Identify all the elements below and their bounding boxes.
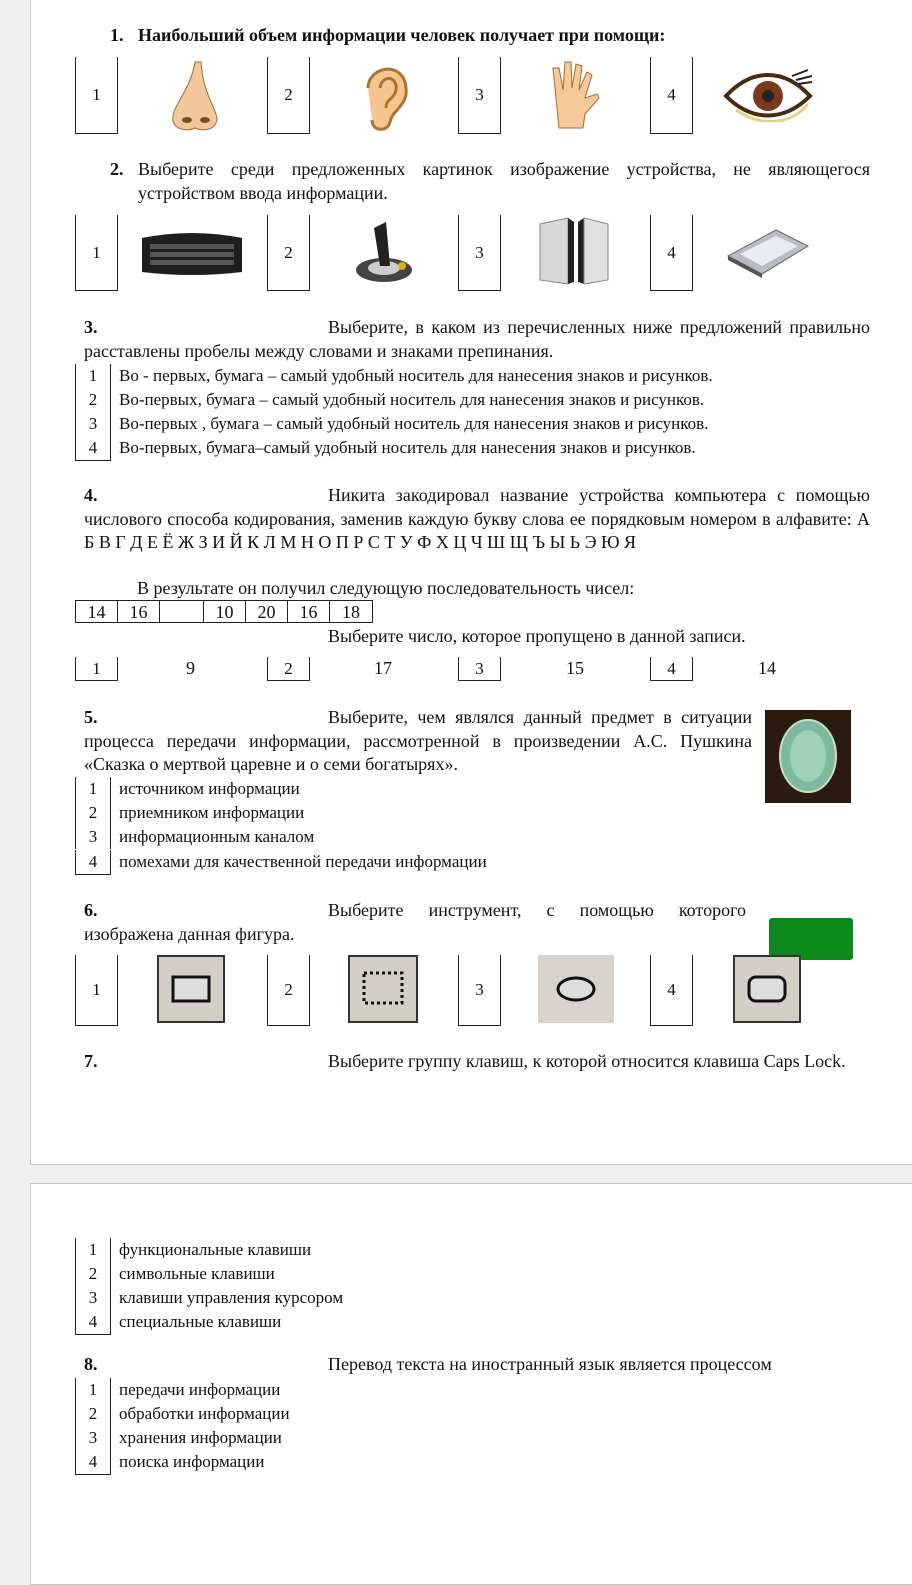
option-text: Во-первых , бумага – самый удобный носитель для нанесения знаков и рисунков. [119,414,709,433]
answer-option[interactable] [75,1238,311,1262]
sequence-cell: 20 [245,600,288,623]
result-text: В результате он получил следующую последовательность чисел: [137,578,635,598]
question-3-text: Выберите, в каком из перечисленных ниже предложений правильно расставлены пробелы между словами и знаками препинания. [84,317,870,361]
nose-icon [165,58,225,134]
question-4-prompt: Выберите число, которое пропущено в данной записи. [328,626,746,646]
option-text: Во-первых, бумага–самый удобный носитель для нанесения знаков и рисунков. [119,438,696,457]
option-4-box[interactable]: 4 [650,657,693,681]
magic-mirror-image [765,710,851,803]
ear-icon [358,58,414,134]
option-number: 3 [75,412,111,436]
answer-option[interactable] [75,388,704,412]
option-text: специальные клавиши [119,1312,282,1331]
question-1-text: Наибольший объем информации человек получает при помощи: [138,25,666,45]
speakers-icon [538,216,610,288]
option-number: 4 [75,850,111,875]
green-rounded-rectangle-figure [769,918,853,960]
option-3-box[interactable]: 3 [458,955,501,1026]
option-text: символьные клавиши [119,1264,275,1283]
option-text: Во-первых, бумага – самый удобный носитель для нанесения знаков и рисунков. [119,390,705,409]
option-number: 2 [75,1262,111,1286]
option-2-box[interactable]: 2 [267,955,310,1026]
question-6-text: Выберите инструмент, с помощью которого изображена данная фигура. [84,900,746,944]
answer-option[interactable] [75,1426,282,1450]
question-3-number: 3. [84,317,98,337]
question-2-text: Выберите среди предложенных картинок изображение устройства, не являющегося устройством ввода информации. [138,159,870,203]
joystick-icon [352,218,416,286]
option-3-value: 15 [566,658,584,678]
option-number: 1 [75,1378,111,1402]
option-1-box[interactable]: 1 [75,57,118,134]
answer-option[interactable] [75,1450,264,1474]
question-5-text: Выберите, чем являлся данный предмет в ситуации процесса передачи информации, рассмотренной в произведении А.С. Пушкина «Сказка о мертвой царевне и о семи богатырях». [84,707,752,774]
sequence-cell: 10 [203,600,246,623]
option-4-box[interactable]: 4 [650,215,693,291]
question-4-text: Никита закодировал название устройства компьютера с помощью числового способа кодирования, заменив каждую букву слова ее порядковым номером в алфавите: А Б В Г Д Е Ё Ж З И Й К Л М Н О П Р С Т У Ф Х Ц Ч Ш Щ Ъ Ы Ь Э Ю Я [84,485,870,552]
question-5-number: 5. [84,707,98,727]
option-text: функциональные клавиши [119,1240,312,1259]
option-text: хранения информации [119,1428,282,1447]
answer-option[interactable] [75,364,713,388]
sequence-cell: 16 [117,600,160,623]
option-2-box[interactable]: 2 [267,57,310,134]
answer-option[interactable] [75,1378,280,1402]
answer-option[interactable] [75,777,300,801]
option-1-box[interactable]: 1 [75,657,118,681]
option-number: 3 [75,1426,111,1450]
option-number: 1 [75,364,111,388]
option-1-box[interactable]: 1 [75,215,118,291]
option-text: информационным каналом [119,827,315,846]
answer-option[interactable] [75,1286,343,1310]
option-number: 4 [75,1310,111,1335]
option-text: передачи информации [119,1380,281,1399]
answer-option[interactable] [75,825,314,849]
option-text: обработки информации [119,1404,290,1423]
option-number: 4 [75,1450,111,1475]
option-number: 3 [75,1286,111,1310]
rounded-rectangle-tool-icon [733,955,801,1023]
option-4-value: 14 [758,658,776,678]
sequence-cell: 14 [75,600,118,623]
answer-option[interactable] [75,412,708,436]
option-number: 4 [75,436,111,461]
option-4-box[interactable]: 4 [650,57,693,134]
option-number: 2 [75,801,111,825]
question-8-number: 8. [84,1354,98,1374]
sequence-cell: 18 [329,600,373,623]
answer-option[interactable] [75,801,304,825]
question-7-text: Выберите группу клавиш, к которой относится клавиша Caps Lock. [328,1051,846,1071]
hand-icon [545,58,605,130]
question-8-text: Перевод текста на иностранный язык является процессом [328,1354,772,1374]
rectangle-tool-icon [157,955,225,1023]
option-number: 2 [75,1402,111,1426]
option-4-box[interactable]: 4 [650,955,693,1026]
option-3-box[interactable]: 3 [458,215,501,291]
sequence-cell: 16 [287,600,330,623]
question-1-number: 1. [110,25,124,45]
keyboard-icon [138,228,246,278]
question-2-number: 2. [110,159,124,179]
option-number: 3 [75,825,111,849]
answer-option[interactable] [75,850,487,874]
option-2-box[interactable]: 2 [267,657,310,681]
option-2-box[interactable]: 2 [267,215,310,291]
question-4-number: 4. [84,485,98,505]
option-number: 1 [75,777,111,801]
option-1-value: 9 [186,658,195,678]
question-7-number: 7. [84,1051,98,1071]
sequence-cell-empty [159,600,204,623]
option-text: помехами для качественной передачи информации [119,852,487,871]
option-3-box[interactable]: 3 [458,657,501,681]
rectangular-selection-tool-icon [348,955,418,1023]
option-1-box[interactable]: 1 [75,955,118,1026]
option-text: Во - первых, бумага – самый удобный носитель для нанесения знаков и рисунков. [119,366,713,385]
option-2-value: 17 [374,658,392,678]
scanner-icon [726,226,810,278]
option-text: поиска информации [119,1452,265,1471]
question-6-number: 6. [84,900,98,920]
ellipse-tool-icon [538,955,614,1023]
eye-icon [722,68,814,122]
option-3-box[interactable]: 3 [458,57,501,134]
option-number: 2 [75,388,111,412]
option-text: приемником информации [119,803,305,822]
answer-option[interactable] [75,436,696,460]
option-text: источником информации [119,779,300,798]
option-number: 1 [75,1238,111,1262]
answer-option[interactable] [75,1402,290,1426]
option-text: клавиши управления курсором [119,1288,344,1307]
answer-option[interactable] [75,1310,281,1334]
answer-option[interactable] [75,1262,275,1286]
